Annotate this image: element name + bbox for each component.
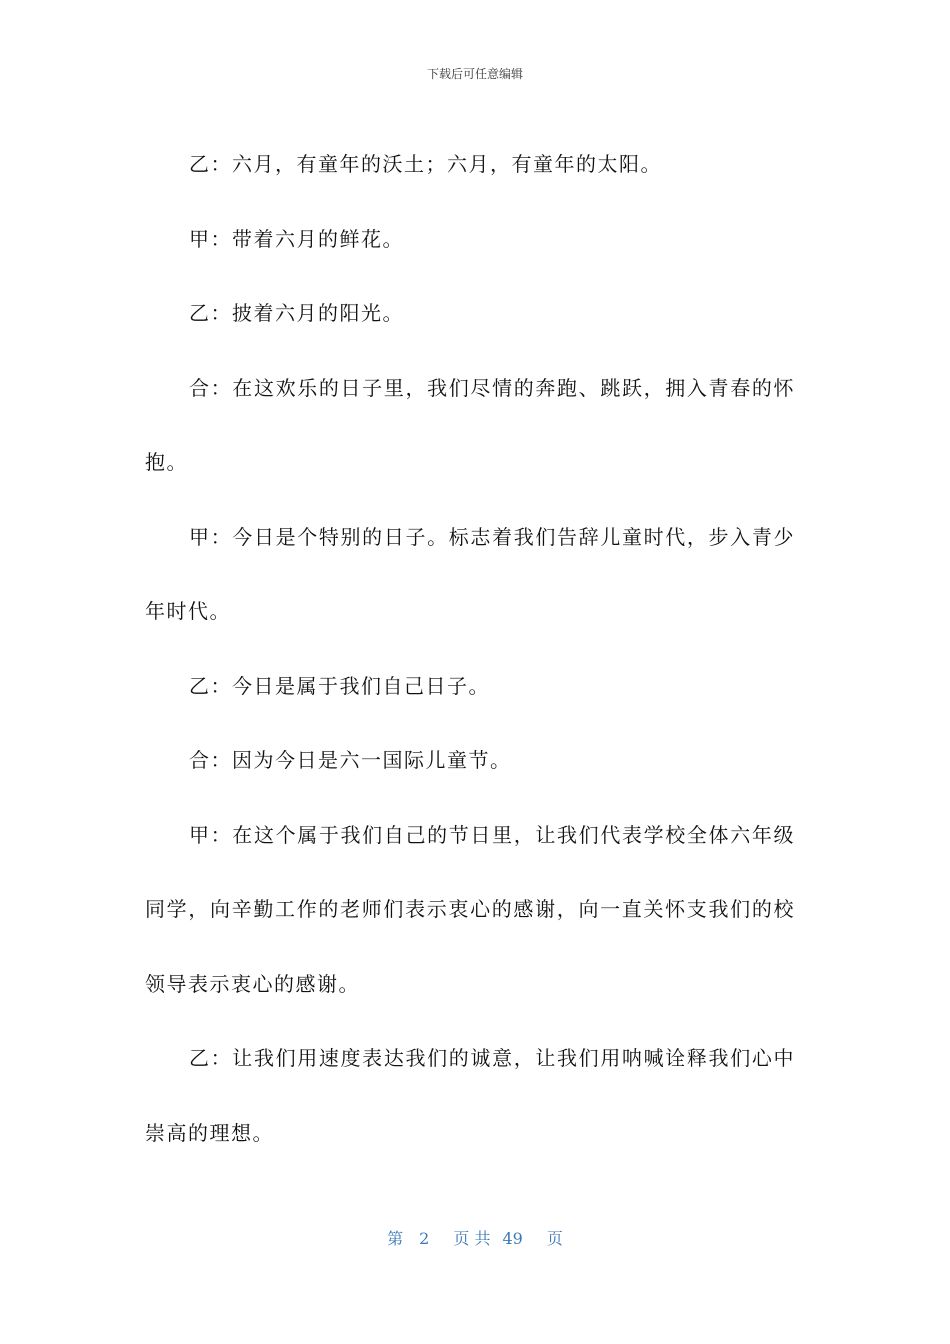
- footer-current-page: 2: [419, 1229, 430, 1248]
- footer-prefix: 第: [387, 1229, 404, 1248]
- paragraph-1: 乙：六月，有童年的沃土；六月，有童年的太阳。: [189, 152, 662, 176]
- page-footer: [0, 1228, 950, 1250]
- paragraph-5: 甲：今日是个特别的日子。标志着我们告辞儿童时代，步入青少年时代。: [145, 524, 795, 623]
- paragraph-4: 合：在这欢乐的日子里，我们尽情的奔跑、跳跃，拥入青春的怀抱。: [145, 375, 795, 474]
- paragraph-9: 乙：让我们用速度表达我们的诚意，让我们用呐喊诠释我们心中崇高的理想。: [145, 1046, 795, 1145]
- page-header: 下载后可任意编辑: [426, 67, 523, 81]
- paragraph-2: 甲：带着六月的鲜花。: [189, 226, 404, 251]
- paragraph-8: 甲：在这个属于我们自己的节日里，让我们代表学校全体六年级同学，向辛勤工作的老师们表示衷心的感谢，向一直关怀支我们的校领导表示衷心的感谢。: [145, 822, 795, 996]
- paragraph-3: 乙：披着六月的阳光。: [189, 301, 404, 325]
- footer-total-pages: 49: [502, 1229, 523, 1248]
- footer-middle: 页 共: [453, 1229, 491, 1248]
- paragraph-7: 合：因为今日是六一国际儿童节。: [189, 748, 512, 772]
- document-body: [145, 127, 795, 1170]
- footer-suffix: 页: [546, 1229, 563, 1248]
- paragraph-6: 乙：今日是属于我们自己日子。: [189, 673, 490, 698]
